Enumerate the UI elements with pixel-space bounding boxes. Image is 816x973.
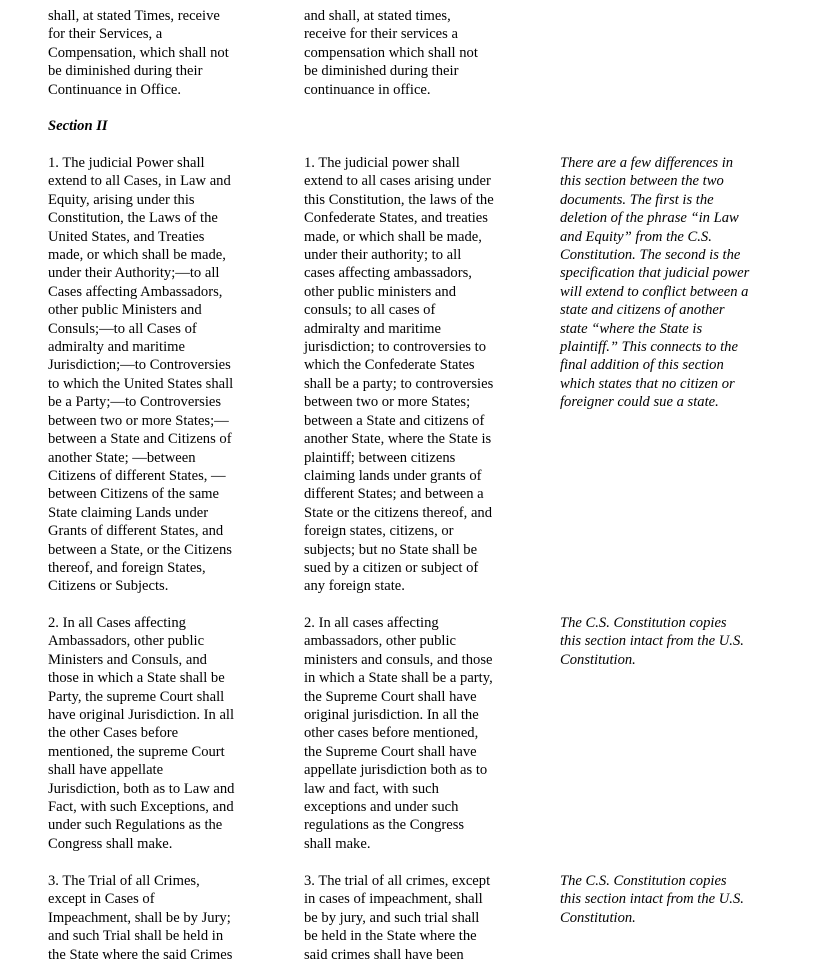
- us-clause-1: 1. The judicial Power shall extend to all Cases, in Law and Equity, arising under this Constitution, the Laws of the United States, and Treaties made, or which shall be made, under their Authority;—to all Cases affecting Ambassadors, other public Ministers and Consuls;—to all Cases of admiralty and maritime Jurisdiction;—to Controversies to which the United States shall be a Party;—to Controversies between two or more States;— between a State and Citizens of another State; —between Citizens of different States, — between Citizens of the same State claiming Lands under Grants of different States, and between a State, or the Citizens thereof, and foreign States, Citizens or Subjects.: [48, 155, 234, 595]
- us-clause-3: 3. The Trial of all Crimes, except in Cases of Impeachment, shall be by Jury; and such Trial shall be held in the State where the said Crimes: [48, 873, 233, 963]
- note-clause-1: There are a few differences in this section between the two documents. The first is the deletion of the phrase “in Law and Equity” from the C.S. Constitution. The second is the specification that judicial power will extend to conflict between a state and citizens of another state “where the State is plaintiff.” This connects to the final addition of this section which states that no citizen or foreigner could sue a state.: [560, 155, 750, 411]
- cs-clause-1: 1. The judicial power shall extend to all cases arising under this Constitution, the laws of the Confederate States, and treaties made, or which shall be made, under their authority; to all cases affecting ambassadors, other public ministers and consuls; to all cases of admiralty and maritime jurisdiction; to controversies to which the Confederate States shall be a party; to controversies between two or more States; between a State and citizens of another State, where the State is plaintiff; between citizens claiming lands under grants of different States; and between a State or the citizens thereof, and foreign states, citizens, or subjects; but no State shall be sued by a citizen or subject of any foreign state.: [304, 155, 494, 595]
- section-heading: Section II: [48, 118, 108, 134]
- note-clause-3: The C.S. Constitution copies this section intact from the U.S. Constitution.: [560, 873, 744, 926]
- cs-clause-2: 2. In all cases affecting ambassadors, other public ministers and consuls, and those in which a State shall be a party, the Supreme Court shall have original jurisdiction. In all the other cases before mentioned, the Supreme Court shall have appellate jurisdiction both as to law and fact, with such exceptions and under such regulations as the Congress shall make.: [304, 615, 493, 852]
- us-clause-2: 2. In all Cases affecting Ambassadors, other public Ministers and Consuls, and those in which a State shall be Party, the supreme Court shall have original Jurisdiction. In all the other Cases before mentioned, the supreme Court shall have appellate Jurisdiction, both as to Law and Fact, with such Exceptions, and under such Regulations as the Congress shall make.: [48, 615, 235, 852]
- note-clause-2: The C.S. Constitution copies this section intact from the U.S. Constitution.: [560, 615, 744, 668]
- cs-text-continuation: and shall, at stated times, receive for their services a compensation which shall not be diminished during their continuance in office.: [304, 8, 478, 98]
- us-text-continuation: shall, at stated Times, receive for their Services, a Compensation, which shall not be diminished during their Continuance in Office.: [48, 8, 229, 98]
- cs-clause-3: 3. The trial of all crimes, except in cases of impeachment, shall be by jury, and such trial shall be held in the State where the said crimes shall have been: [304, 873, 491, 963]
